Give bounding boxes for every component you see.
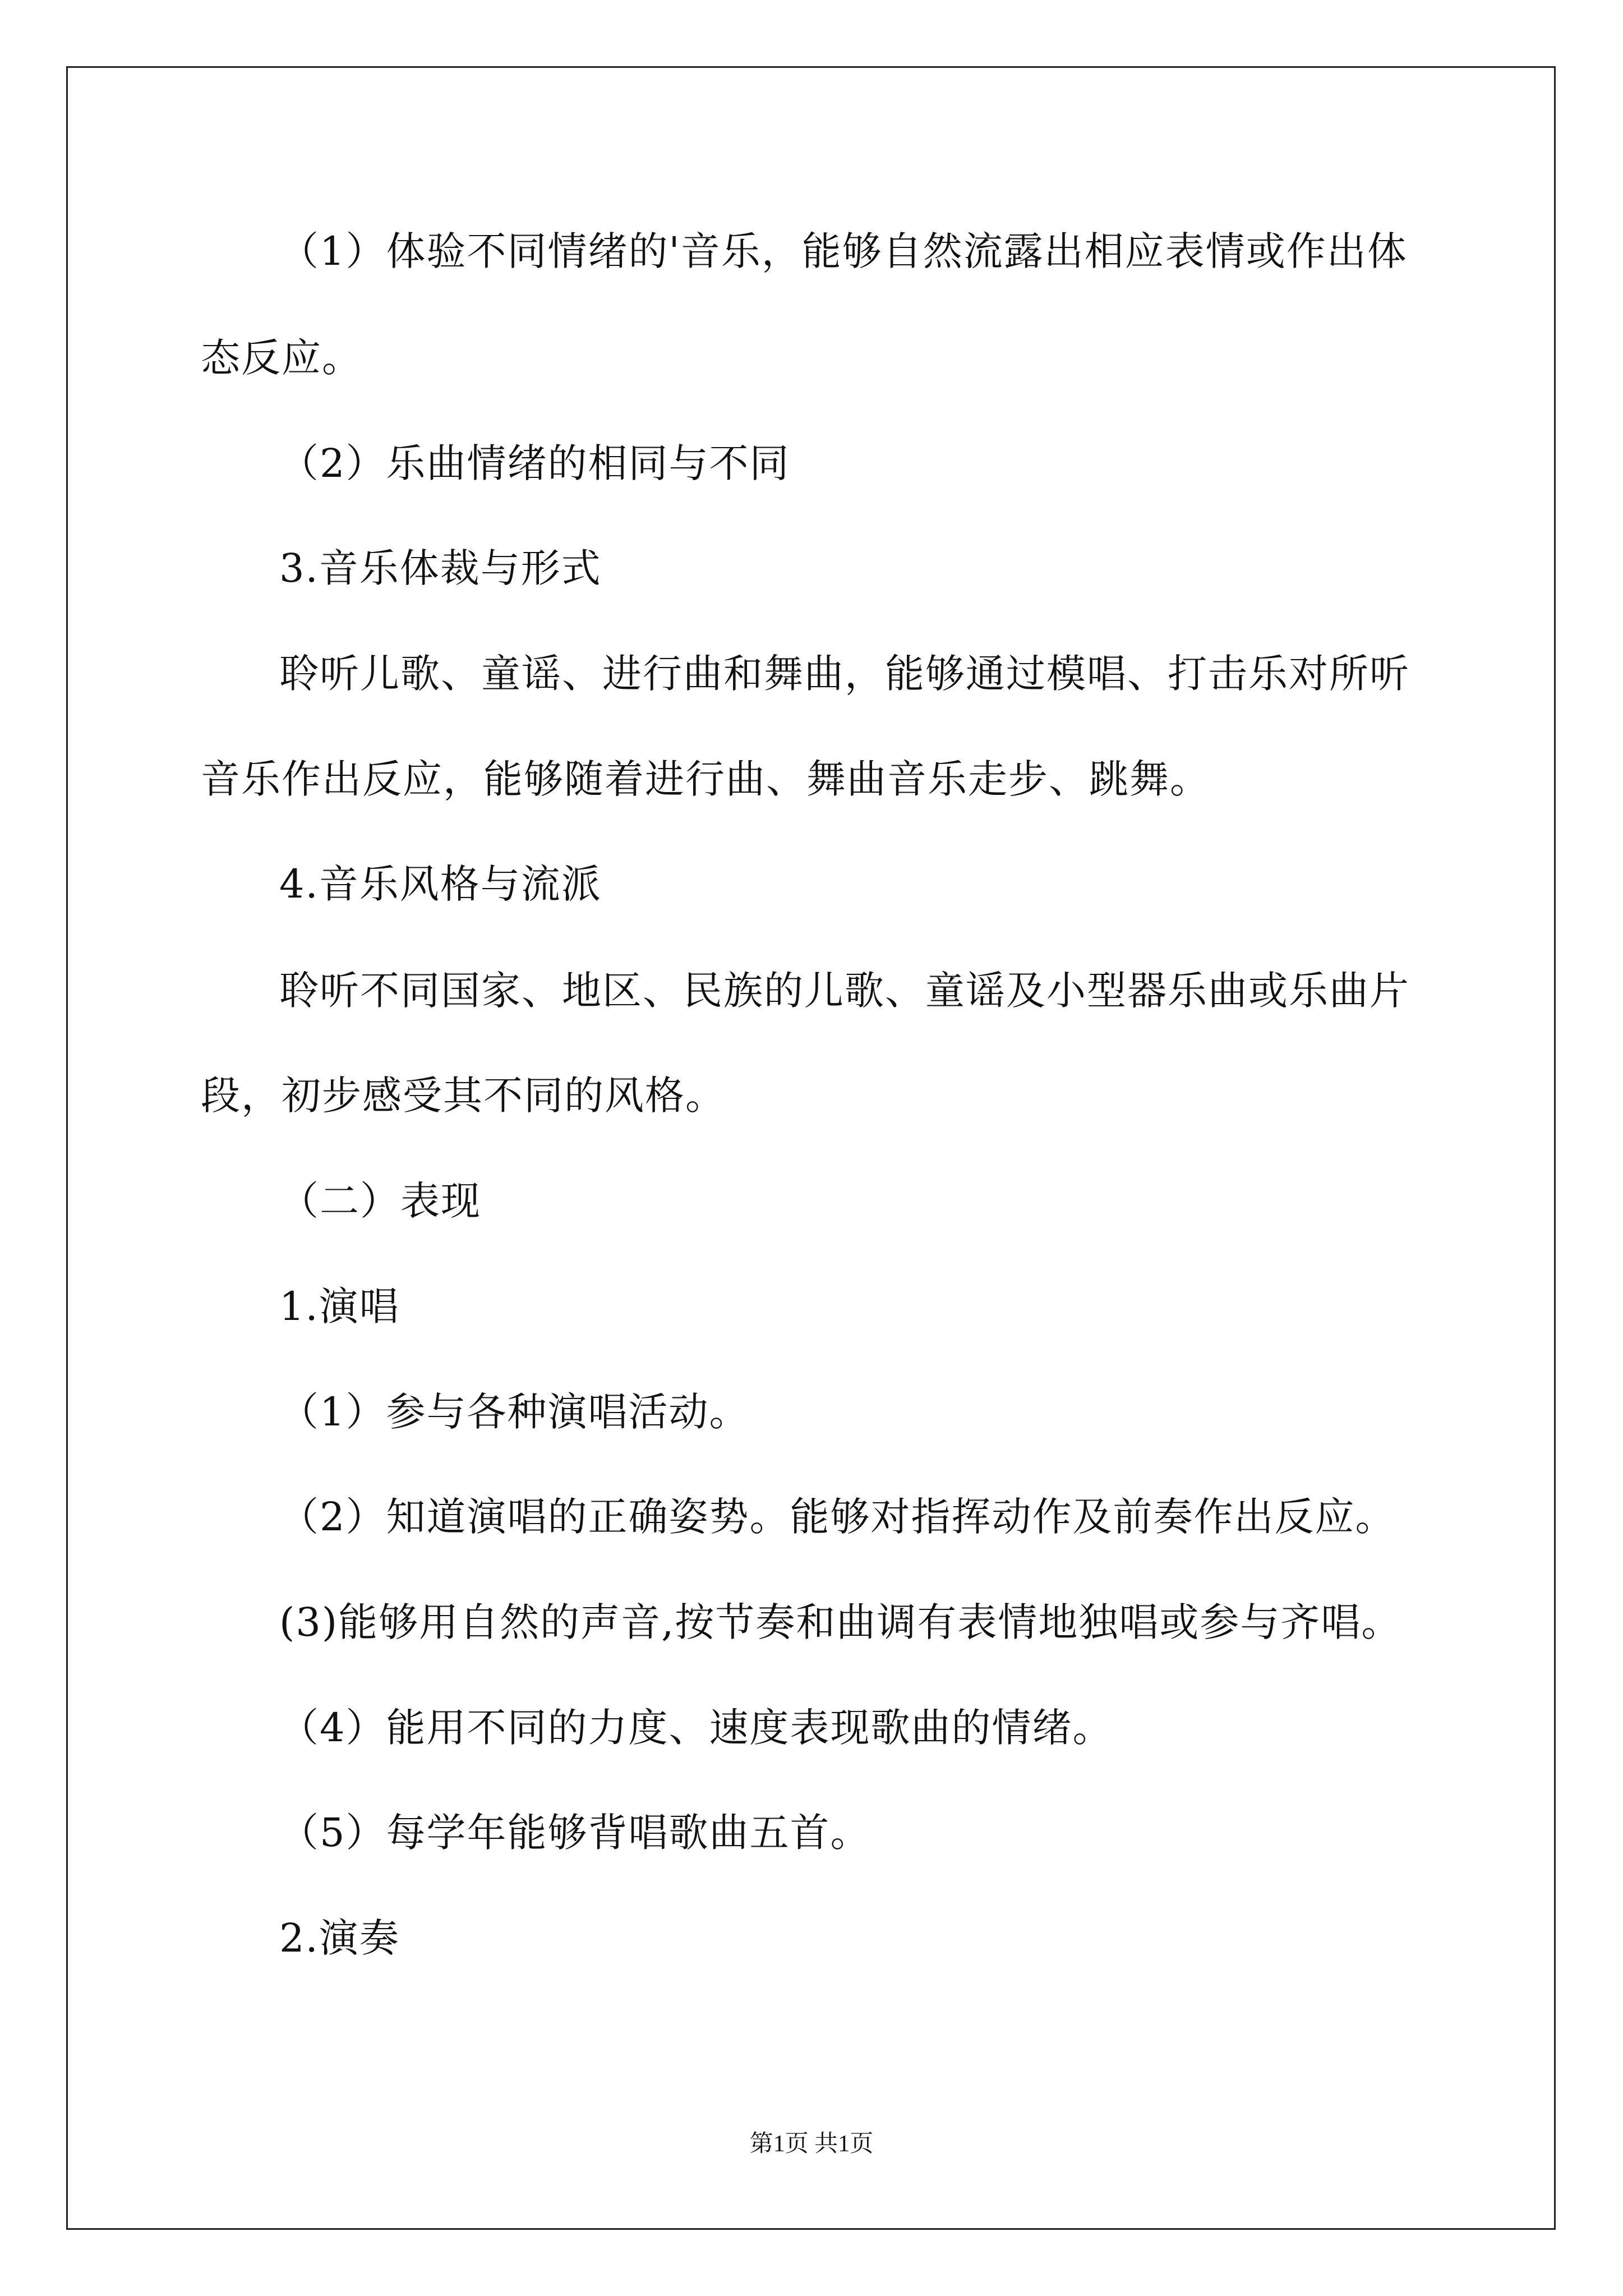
text-line: 段，初步感受其不同的风格。	[201, 1073, 726, 1119]
section-heading: 4.音乐风格与流派	[279, 861, 602, 907]
section-heading: （二）表现	[279, 1178, 481, 1224]
section-heading: 3.音乐体裁与形式	[279, 545, 602, 591]
text-line: （5）每学年能够背唱歌曲五首。	[279, 1810, 871, 1856]
text-line: 聆听儿歌、童谣、进行曲和舞曲，能够通过模唱、打击乐对所听	[279, 651, 1410, 697]
section-heading: 2.演奏	[279, 1915, 400, 1961]
text-line: （2）知道演唱的正确姿势。能够对指挥动作及前奏作出反应。	[279, 1494, 1396, 1540]
section-heading: 1.演唱	[279, 1283, 400, 1329]
page-border	[66, 66, 1556, 2230]
text-line: 音乐作出反应，能够随着进行曲、舞曲音乐走步、跳舞。	[201, 756, 1210, 802]
text-line: （1）参与各种演唱活动。	[279, 1389, 750, 1435]
text-line: （2）乐曲情绪的相同与不同	[279, 440, 790, 486]
text-line: 态反应。	[201, 335, 362, 381]
text-line: (3)能够用自然的声音,按节奏和曲调有表情地独唱或参与齐唱。	[279, 1599, 1402, 1645]
text-line: （4）能用不同的力度、速度表现歌曲的情绪。	[279, 1705, 1113, 1751]
text-line: （1）体验不同情绪的'音乐，能够自然流露出相应表情或作出体	[279, 228, 1408, 274]
page-footer: 第1页 共1页	[749, 2131, 874, 2157]
text-line: 聆听不同国家、地区、民族的儿歌、童谣及小型器乐曲或乐曲片	[279, 968, 1410, 1014]
